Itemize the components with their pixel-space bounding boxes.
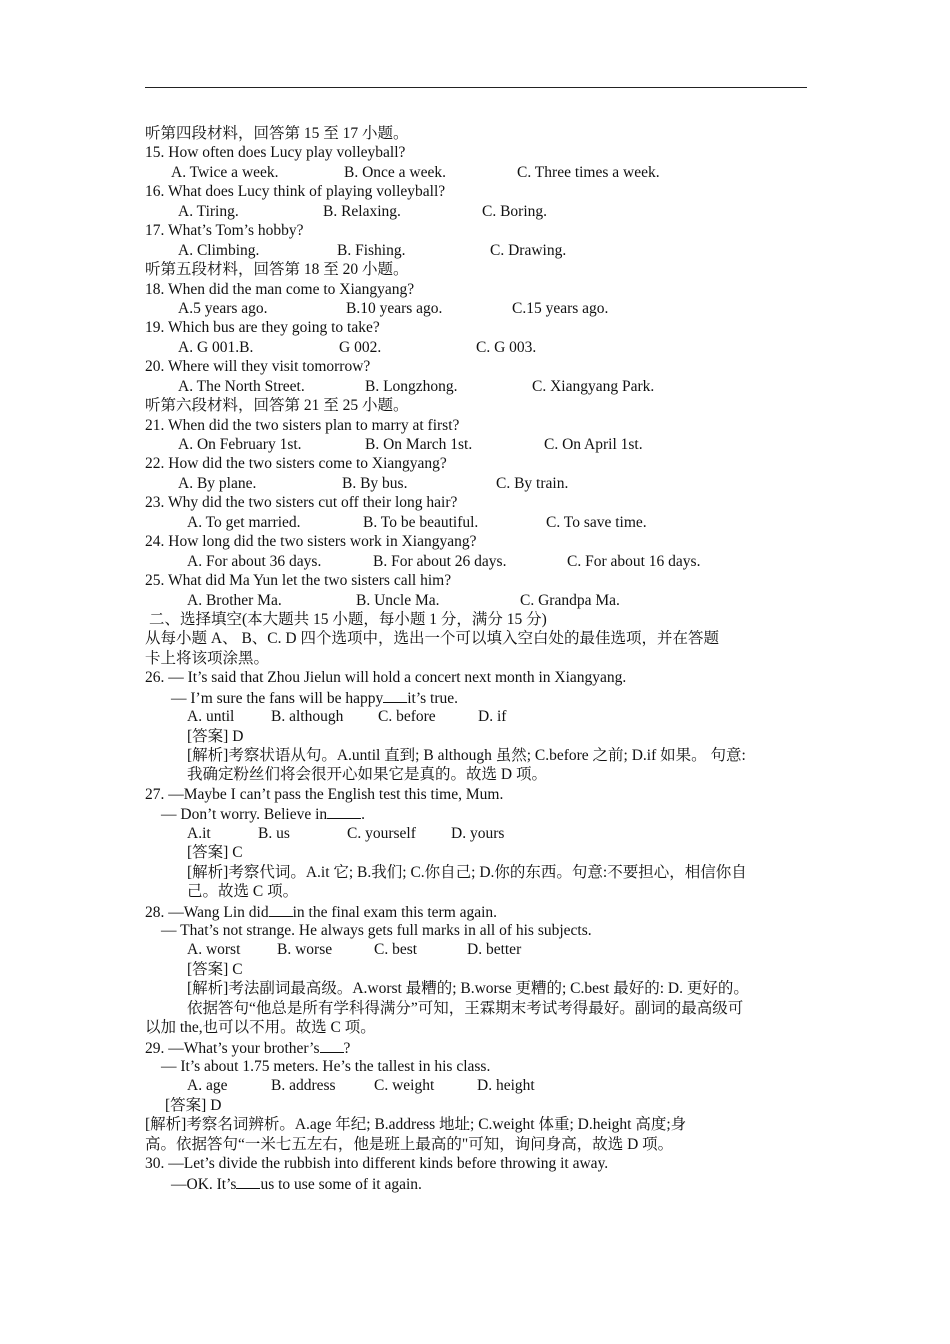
q25-option-b: B. Uncle Ma. <box>356 591 440 609</box>
q28-line1 <box>145 902 815 921</box>
q27-answer: [答案] C <box>187 844 243 862</box>
q20-option-a: A. The North Street. <box>178 377 305 395</box>
q21-option-a: A. On February 1st. <box>178 436 302 453</box>
q26-blank <box>383 688 407 703</box>
q28-analysis-1: [解析]考法副词最高级。A.worst 最糟的; B.worse 更糟的; C.best 最好的: D. 更好的。 <box>187 980 749 998</box>
q23-stem: 23. Why did the two sisters cut off their long hair? <box>145 494 458 512</box>
q27-options <box>145 824 815 843</box>
q16-option-a: A. Tiring. <box>178 202 239 220</box>
q28-line1-pre: 28. —Wang Lin did <box>145 903 269 921</box>
q29-option-a: A. age <box>187 1077 228 1095</box>
q27-option-a: A.it <box>187 824 211 842</box>
q21-stem: 21. When did the two sisters plan to marry at first? <box>145 416 460 434</box>
q19-option-b: G 002. <box>339 338 382 356</box>
q26-line2-pre: — I’m sure the fans will be happy <box>171 689 384 707</box>
q27-option-d: D. yours <box>451 824 505 842</box>
q26-option-b: B. although <box>271 708 344 726</box>
q29-line1 <box>145 1038 815 1057</box>
q27-analysis-1: [解析]考察代词。A.it 它; B.我们; C.你自己; D.你的东西。句意:不要担心，相信你自 <box>187 863 747 881</box>
q29-analysis-2: 高。依据答句“一米七五左右，他是班上最高的"可知，询问身高，故选 D 项。 <box>145 1135 674 1153</box>
q20-stem: 20. Where will they visit tomorrow? <box>145 358 371 376</box>
q26-answer: [答案] D <box>187 727 244 745</box>
q29-analysis-1: [解析]考察名词辨析。A.age 年纪; B.address 地址; C.weight 体重; D.height 高度;身 <box>145 1116 687 1134</box>
q27-option-c: C. yourself <box>347 824 416 842</box>
q20-options <box>145 377 815 396</box>
q24-option-a: A. For about 36 days. <box>187 552 322 570</box>
section4-instruction: 听第四段材料，回答第 15 至 17 小题。 <box>145 125 409 142</box>
header-rule <box>145 87 807 88</box>
q20-option-c: C. Xiangyang Park. <box>532 377 655 395</box>
part2-instruction-2: 卡上将该项涂黑。 <box>145 649 270 667</box>
q17-stem: 17. What’s Tom’s hobby? <box>145 222 304 240</box>
q27-line2 <box>145 804 815 823</box>
q16-options <box>145 202 815 221</box>
q28-analysis-2: 依据答句“他总是所有学科得满分”可知，王霖期末考试考得最好。副词的最高级可 <box>187 999 744 1017</box>
q29-line1-post: ? <box>343 1039 351 1057</box>
q25-stem: 25. What did Ma Yun let the two sisters call him? <box>145 572 452 590</box>
q29-line2: — It’s about 1.75 meters. He’s the tallest in his class. <box>161 1058 491 1075</box>
q18-option-c: C.15 years ago. <box>512 299 609 317</box>
q27-line1: 27. —Maybe I can’t pass the English test this time, Mum. <box>145 785 504 803</box>
q29-blank <box>320 1038 344 1053</box>
q29-answer: [答案] D <box>165 1096 222 1114</box>
q19-option-a: A. G 001.B. <box>178 338 254 356</box>
q27-option-b: B. us <box>258 824 290 842</box>
q30-line1: 30. —Let’s divide the rubbish into different kinds before throwing it away. <box>145 1155 609 1173</box>
q30-line2-post: us to use some of it again. <box>260 1175 422 1193</box>
q28-blank <box>269 902 293 917</box>
q26-option-d: D. if <box>478 708 507 726</box>
q28-option-d: D. better <box>467 941 522 959</box>
q29-options <box>145 1076 815 1095</box>
part2-title: 二、选择填空(本大题共 15 小题，每小题 1 分，满分 15 分) <box>149 610 547 628</box>
q25-option-a: A. Brother Ma. <box>187 591 282 609</box>
q24-options <box>145 552 815 571</box>
q15-options <box>145 163 815 182</box>
q29-line1-pre: 29. —What’s your brother’s <box>145 1039 320 1057</box>
q27-analysis-2: 己。故选 C 项。 <box>187 883 299 901</box>
q28-options <box>145 940 815 959</box>
q16-option-c: C. Boring. <box>482 202 548 220</box>
q17-option-a: A. Climbing. <box>178 241 260 259</box>
q21-option-b: B. On March 1st. <box>365 436 473 453</box>
q16-option-b: B. Relaxing. <box>323 202 401 220</box>
q22-options <box>145 474 815 493</box>
exam-content <box>145 124 815 1193</box>
q29-option-c: C. weight <box>374 1077 435 1095</box>
q28-option-b: B. worse <box>277 941 333 959</box>
q16-stem: 16. What does Lucy think of playing volleyball? <box>145 183 446 201</box>
q29-option-b: B. address <box>271 1077 336 1095</box>
q27-line2-post: . <box>361 806 366 824</box>
q23-option-c: C. To save time. <box>546 513 647 531</box>
q22-stem: 22. How did the two sisters come to Xiangyang? <box>145 455 447 473</box>
q24-option-c: C. For about 16 days. <box>567 552 701 570</box>
q25-option-c: C. Grandpa Ma. <box>520 591 620 609</box>
q26-analysis-1: [解析]考察状语从句。A.until 直到; B although 虽然; C.before 之前; D.if 如果。 句意: <box>187 747 746 764</box>
q23-options <box>145 513 815 532</box>
q21-options <box>145 435 815 454</box>
q17-options <box>145 241 815 260</box>
q21-option-c: C. On April 1st. <box>544 436 643 453</box>
q27-blank <box>327 804 361 819</box>
q22-option-c: C. By train. <box>496 474 569 492</box>
q24-option-b: B. For about 26 days. <box>373 552 507 570</box>
q30-line2-pre: —OK. It’s <box>171 1175 237 1193</box>
q19-stem: 19. Which bus are they going to take? <box>145 319 380 337</box>
q26-option-c: C. before <box>378 708 436 726</box>
q26-options <box>145 707 815 726</box>
q26-option-a: A. until <box>187 708 235 726</box>
q25-options <box>145 591 815 610</box>
q22-option-a: A. By plane. <box>178 474 257 492</box>
q17-option-b: B. Fishing. <box>337 241 406 259</box>
q19-option-c: C. G 003. <box>476 338 537 356</box>
q15-option-a: A. Twice a week. <box>171 163 279 181</box>
q26-line1: 26. — It’s said that Zhou Jielun will hold a concert next month in Xiangyang. <box>145 669 627 687</box>
q28-analysis-3: 以加 the,也可以不用。故选 C 项。 <box>145 1019 376 1037</box>
q17-option-c: C. Drawing. <box>490 241 567 259</box>
q15-option-b: B. Once a week. <box>344 163 446 181</box>
section5-instruction: 听第五段材料，回答第 18 至 20 小题。 <box>145 261 409 279</box>
q22-option-b: B. By bus. <box>342 474 408 492</box>
q27-line2-pre: — Don’t worry. Believe in <box>161 806 328 824</box>
q28-line2: — That’s not strange. He always gets full marks in all of his subjects. <box>161 921 592 939</box>
q15-option-c: C. Three times a week. <box>517 163 660 181</box>
q18-option-b: B.10 years ago. <box>346 299 443 317</box>
q19-options <box>145 338 815 357</box>
q30-line2 <box>145 1174 815 1193</box>
q28-line1-post: in the final exam this term again. <box>292 903 498 921</box>
q23-option-b: B. To be beautiful. <box>363 513 479 531</box>
q29-option-d: D. height <box>477 1077 535 1095</box>
q20-option-b: B. Longzhong. <box>365 377 458 395</box>
q15-stem: 15. How often does Lucy play volleyball? <box>145 144 406 162</box>
q18-options <box>145 299 815 318</box>
q26-analysis-2: 我确定粉丝们将会很开心如果它是真的。故选 D 项。 <box>187 766 547 784</box>
q28-option-c: C. best <box>374 941 418 959</box>
q23-option-a: A. To get married. <box>187 513 301 531</box>
q30-blank <box>236 1174 260 1189</box>
part2-instruction-1: 从每小题 A、 B、C. D 四个选项中，选出一个可以填入空白处的最佳选项，并在答题 <box>145 630 719 648</box>
q26-line2 <box>145 688 815 707</box>
q24-stem: 24. How long did the two sisters work in Xiangyang? <box>145 533 477 551</box>
q18-option-a: A.5 years ago. <box>178 299 268 317</box>
q28-answer: [答案] C <box>187 960 243 978</box>
q28-option-a: A. worst <box>187 941 241 959</box>
section6-instruction: 听第六段材料，回答第 21 至 25 小题。 <box>145 397 409 415</box>
q18-stem: 18. When did the man come to Xiangyang? <box>145 280 415 298</box>
q26-line2-post: it’s true. <box>407 689 459 707</box>
